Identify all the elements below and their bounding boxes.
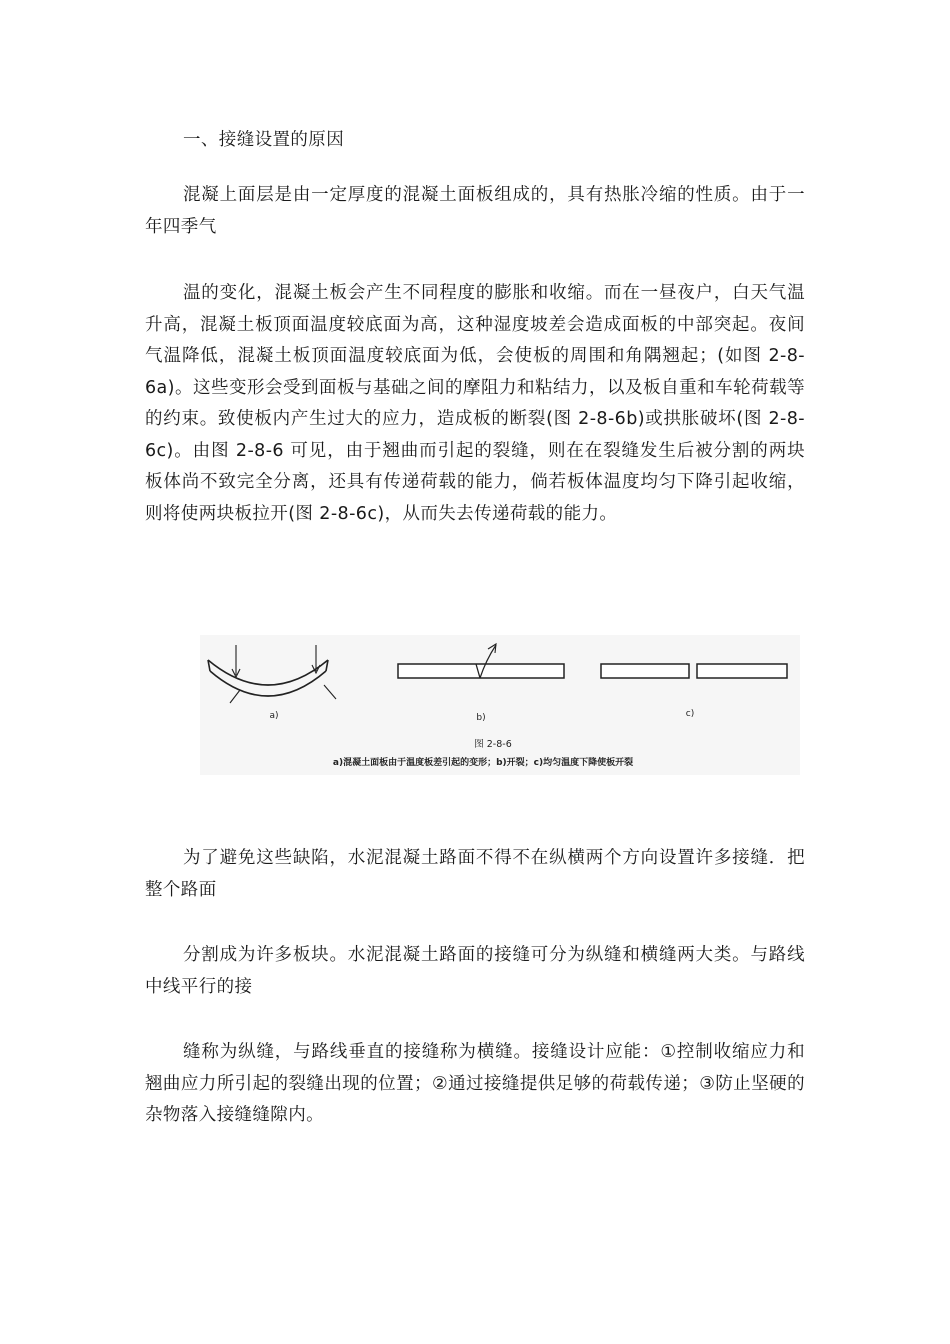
- paragraph-5: 缝称为纵缝，与路线垂直的接缝称为横缝。接缝设计应能：①控制收缩应力和翘曲应力所引起的裂缝出现的位置；②通过接缝提供足够的荷载传递；③防止坚硬的杂物落入接缝缝隙内。: [145, 1042, 805, 1125]
- figure-title: 图 2-8-6: [474, 739, 512, 750]
- figure-2-8-6: [200, 635, 800, 775]
- paragraph-4: 分割成为许多板块。水泥混凝土路面的接缝可分为纵缝和横缝两大类。与路线中线平行的接: [145, 945, 805, 997]
- figure-label-b: b): [476, 713, 486, 723]
- paragraph-2: 温的变化，混凝土板会产生不同程度的膨胀和收缩。而在一昼夜户，白天气温升高，混凝土板顶面温度较底面为高，这种湿度坡差会造成面板的中部突起。夜间气温降低，混凝土板顶面温度较底面为低，会使板的周围和角隅翘起；(如图 2-8-6a)。这些变形会受到面板与基础之间的摩阻力和粘结力，以及板自重和车轮荷载等的约束。致使板内产生过大的应力，造成板的断裂(图 2-8-6b)或拱胀破坏(图 2-8-6c)。由图 2-8-6 可见，由于翘曲而引起的裂缝，则在在裂缝发生后被分割的两块板体尚不致完全分离，还具有传递荷载的能力，倘若板体温度均匀下降引起收缩，则将使两块板拉开(图 2-8-6c)，从而失去传递荷载的能力。: [145, 283, 805, 524]
- figure-label-a: a): [269, 711, 279, 721]
- slab-cracked-diagram: [398, 644, 564, 678]
- slab-separated-diagram: [601, 664, 787, 678]
- slab-warped-diagram: [208, 645, 336, 703]
- figure-label-c: c): [685, 709, 695, 719]
- figure-diagram: [200, 635, 800, 775]
- section-heading: 一、接缝设置的原因: [183, 130, 345, 150]
- paragraph-3: 为了避免这些缺陷，水泥混凝土路面不得不在纵横两个方向设置许多接缝．把整个路面: [145, 848, 805, 900]
- paragraph-1: 混凝上面层是由一定厚度的混凝土面板组成的，具有热胀冷缩的性质。由于一年四季气: [145, 185, 805, 237]
- figure-caption: a)混凝土面板由于温度板差引起的变形；b)开裂；c)均匀温度下降使板开裂: [332, 758, 634, 768]
